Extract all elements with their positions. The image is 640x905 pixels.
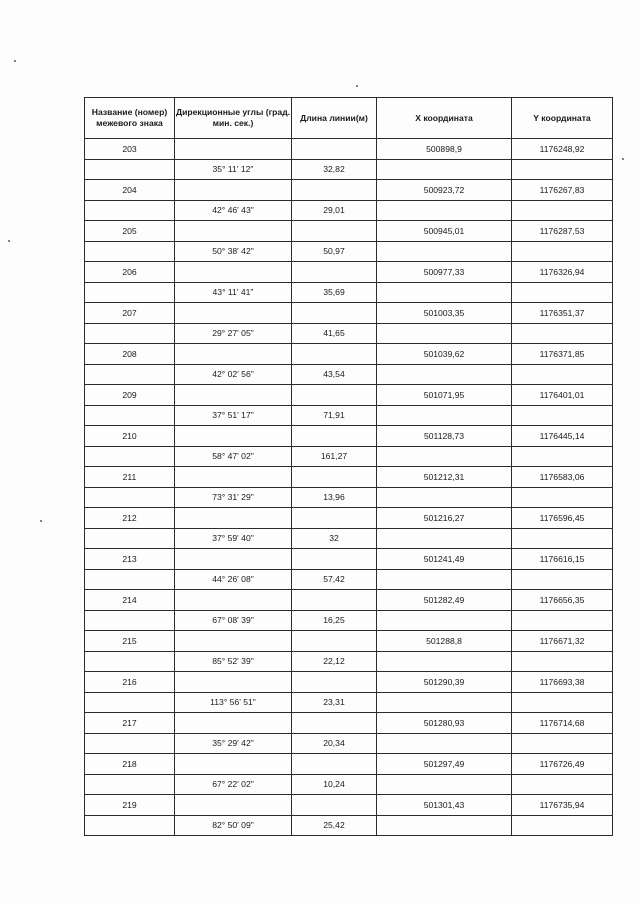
point-name: 207 [85,303,175,324]
direction-angle: 50° 38' 42" [175,241,292,262]
x-coordinate: 501003,35 [377,303,512,324]
empty-cell [85,159,175,180]
direction-angle: 29° 27' 05" [175,323,292,344]
point-name: 213 [85,549,175,570]
point-name: 209 [85,385,175,406]
x-coordinate: 500945,01 [377,221,512,242]
empty-cell [85,569,175,590]
direction-angle: 42° 46' 43" [175,200,292,221]
empty-cell [85,610,175,631]
empty-cell [175,467,292,488]
line-length: 23,31 [292,692,377,713]
x-coordinate: 501241,49 [377,549,512,570]
x-coordinate: 500898,9 [377,139,512,160]
segment-row [85,241,613,262]
empty-cell [292,139,377,160]
point-name: 218 [85,754,175,775]
line-length: 16,25 [292,610,377,631]
point-name: 203 [85,139,175,160]
segment-row [85,282,613,303]
segment-row [85,692,613,713]
direction-angle: 67° 22' 02" [175,774,292,795]
segment-row [85,200,613,221]
empty-cell [175,508,292,529]
y-coordinate: 1176326,94 [512,262,613,283]
empty-cell [85,815,175,836]
empty-cell [512,528,613,549]
line-length: 29,01 [292,200,377,221]
empty-cell [292,672,377,693]
x-coordinate: 501216,27 [377,508,512,529]
empty-cell [292,180,377,201]
y-coordinate: 1176726,49 [512,754,613,775]
direction-angle: 37° 59' 40" [175,528,292,549]
scan-speck [40,520,42,522]
y-coordinate: 1176656,35 [512,590,613,611]
empty-cell [85,405,175,426]
direction-angle: 35° 11' 12" [175,159,292,180]
empty-cell [377,692,512,713]
x-coordinate: 501212,31 [377,467,512,488]
empty-cell [85,651,175,672]
direction-angle: 43° 11' 41" [175,282,292,303]
point-row [85,303,613,324]
empty-cell [175,426,292,447]
empty-cell [377,323,512,344]
empty-cell [292,549,377,570]
empty-cell [292,754,377,775]
empty-cell [292,344,377,365]
point-name: 212 [85,508,175,529]
direction-angle: 67° 08' 39" [175,610,292,631]
empty-cell [512,405,613,426]
x-coordinate: 501280,93 [377,713,512,734]
point-name: 204 [85,180,175,201]
line-length: 35,69 [292,282,377,303]
segment-row [85,323,613,344]
empty-cell [85,774,175,795]
empty-cell [175,180,292,201]
segment-row [85,159,613,180]
direction-angle: 37° 51' 17" [175,405,292,426]
y-coordinate: 1176287,53 [512,221,613,242]
empty-cell [512,159,613,180]
empty-cell [175,754,292,775]
empty-cell [292,795,377,816]
empty-cell [512,774,613,795]
empty-cell [377,774,512,795]
y-coordinate: 1176583,06 [512,467,613,488]
empty-cell [85,487,175,508]
point-row [85,795,613,816]
empty-cell [377,241,512,262]
empty-cell [85,692,175,713]
point-name: 211 [85,467,175,488]
empty-cell [377,446,512,467]
point-row [85,713,613,734]
empty-cell [292,631,377,652]
empty-cell [512,610,613,631]
point-name: 206 [85,262,175,283]
segment-row [85,610,613,631]
y-coordinate: 1176616,15 [512,549,613,570]
point-row [85,180,613,201]
segment-row [85,364,613,385]
point-row [85,672,613,693]
segment-row [85,733,613,754]
segment-row [85,815,613,836]
line-length: 41,65 [292,323,377,344]
table-body [85,139,613,836]
scan-speck [14,60,16,62]
point-row [85,631,613,652]
empty-cell [512,446,613,467]
empty-cell [85,528,175,549]
point-row [85,385,613,406]
empty-cell [85,200,175,221]
segment-row [85,405,613,426]
header-y-coordinate: Y координата [512,98,613,139]
segment-row [85,774,613,795]
empty-cell [292,221,377,242]
direction-angle: 44° 26' 08" [175,569,292,590]
point-name: 210 [85,426,175,447]
empty-cell [292,385,377,406]
empty-cell [512,815,613,836]
y-coordinate: 1176401,01 [512,385,613,406]
empty-cell [512,323,613,344]
direction-angle: 113° 56' 51" [175,692,292,713]
segment-row [85,528,613,549]
line-length: 13,96 [292,487,377,508]
empty-cell [377,610,512,631]
empty-cell [292,713,377,734]
empty-cell [512,241,613,262]
point-row [85,426,613,447]
x-coordinate: 501282,49 [377,590,512,611]
y-coordinate: 1176671,32 [512,631,613,652]
empty-cell [175,262,292,283]
y-coordinate: 1176714,68 [512,713,613,734]
segment-row [85,487,613,508]
empty-cell [292,303,377,324]
segment-row [85,569,613,590]
y-coordinate: 1176248,92 [512,139,613,160]
y-coordinate: 1176693,38 [512,672,613,693]
x-coordinate: 501290,39 [377,672,512,693]
point-name: 208 [85,344,175,365]
y-coordinate: 1176735,94 [512,795,613,816]
point-row [85,508,613,529]
x-coordinate: 500977,33 [377,262,512,283]
point-name: 217 [85,713,175,734]
point-row [85,344,613,365]
empty-cell [175,303,292,324]
point-row [85,754,613,775]
direction-angle: 58° 47' 02" [175,446,292,467]
scan-speck [622,158,624,160]
direction-angle: 85° 52' 39" [175,651,292,672]
empty-cell [512,569,613,590]
line-length: 22,12 [292,651,377,672]
empty-cell [512,200,613,221]
y-coordinate: 1176267,83 [512,180,613,201]
x-coordinate: 501128,73 [377,426,512,447]
empty-cell [377,733,512,754]
point-name: 214 [85,590,175,611]
empty-cell [292,426,377,447]
empty-cell [175,385,292,406]
direction-angle: 42° 02' 56" [175,364,292,385]
empty-cell [175,590,292,611]
y-coordinate: 1176371,85 [512,344,613,365]
point-name: 219 [85,795,175,816]
scan-speck [8,240,10,242]
empty-cell [175,795,292,816]
empty-cell [377,282,512,303]
x-coordinate: 501039,62 [377,344,512,365]
empty-cell [377,364,512,385]
empty-cell [512,487,613,508]
empty-cell [512,282,613,303]
point-name: 215 [85,631,175,652]
point-name: 205 [85,221,175,242]
empty-cell [175,549,292,570]
table-header-row [85,98,613,139]
segment-row [85,446,613,467]
point-name: 216 [85,672,175,693]
point-row [85,262,613,283]
empty-cell [377,569,512,590]
empty-cell [175,672,292,693]
empty-cell [292,590,377,611]
point-row [85,590,613,611]
empty-cell [512,733,613,754]
line-length: 10,24 [292,774,377,795]
line-length: 25,42 [292,815,377,836]
header-x-coordinate: X координата [377,98,512,139]
header-point-name: Название (номер) межевого знака [85,98,175,139]
empty-cell [377,528,512,549]
empty-cell [175,631,292,652]
empty-cell [175,344,292,365]
line-length: 161,27 [292,446,377,467]
point-row [85,139,613,160]
scan-speck [356,85,358,87]
x-coordinate: 501301,43 [377,795,512,816]
empty-cell [377,815,512,836]
line-length: 71,91 [292,405,377,426]
empty-cell [512,651,613,672]
direction-angle: 82° 50' 09" [175,815,292,836]
line-length: 57,42 [292,569,377,590]
direction-angle: 35° 29' 42" [175,733,292,754]
empty-cell [85,364,175,385]
empty-cell [85,323,175,344]
empty-cell [377,487,512,508]
empty-cell [85,446,175,467]
x-coordinate: 501288,8 [377,631,512,652]
empty-cell [85,733,175,754]
point-row [85,467,613,488]
direction-angle: 73° 31' 29" [175,487,292,508]
empty-cell [175,139,292,160]
empty-cell [377,651,512,672]
empty-cell [292,508,377,529]
line-length: 32 [292,528,377,549]
empty-cell [377,159,512,180]
point-row [85,549,613,570]
x-coordinate: 501297,49 [377,754,512,775]
header-line-length: Длина линии(м) [292,98,377,139]
line-length: 32,82 [292,159,377,180]
empty-cell [175,221,292,242]
line-length: 43,54 [292,364,377,385]
empty-cell [292,262,377,283]
empty-cell [85,241,175,262]
y-coordinate: 1176351,37 [512,303,613,324]
empty-cell [292,467,377,488]
x-coordinate: 501071,95 [377,385,512,406]
line-length: 20,34 [292,733,377,754]
boundary-coordinates-table [84,97,613,836]
segment-row [85,651,613,672]
y-coordinate: 1176596,45 [512,508,613,529]
line-length: 50,97 [292,241,377,262]
header-direction-angle: Дирекционные углы (град. мин. сек.) [175,98,292,139]
empty-cell [377,200,512,221]
empty-cell [512,692,613,713]
empty-cell [175,713,292,734]
point-row [85,221,613,242]
y-coordinate: 1176445,14 [512,426,613,447]
x-coordinate: 500923,72 [377,180,512,201]
empty-cell [377,405,512,426]
empty-cell [512,364,613,385]
empty-cell [85,282,175,303]
